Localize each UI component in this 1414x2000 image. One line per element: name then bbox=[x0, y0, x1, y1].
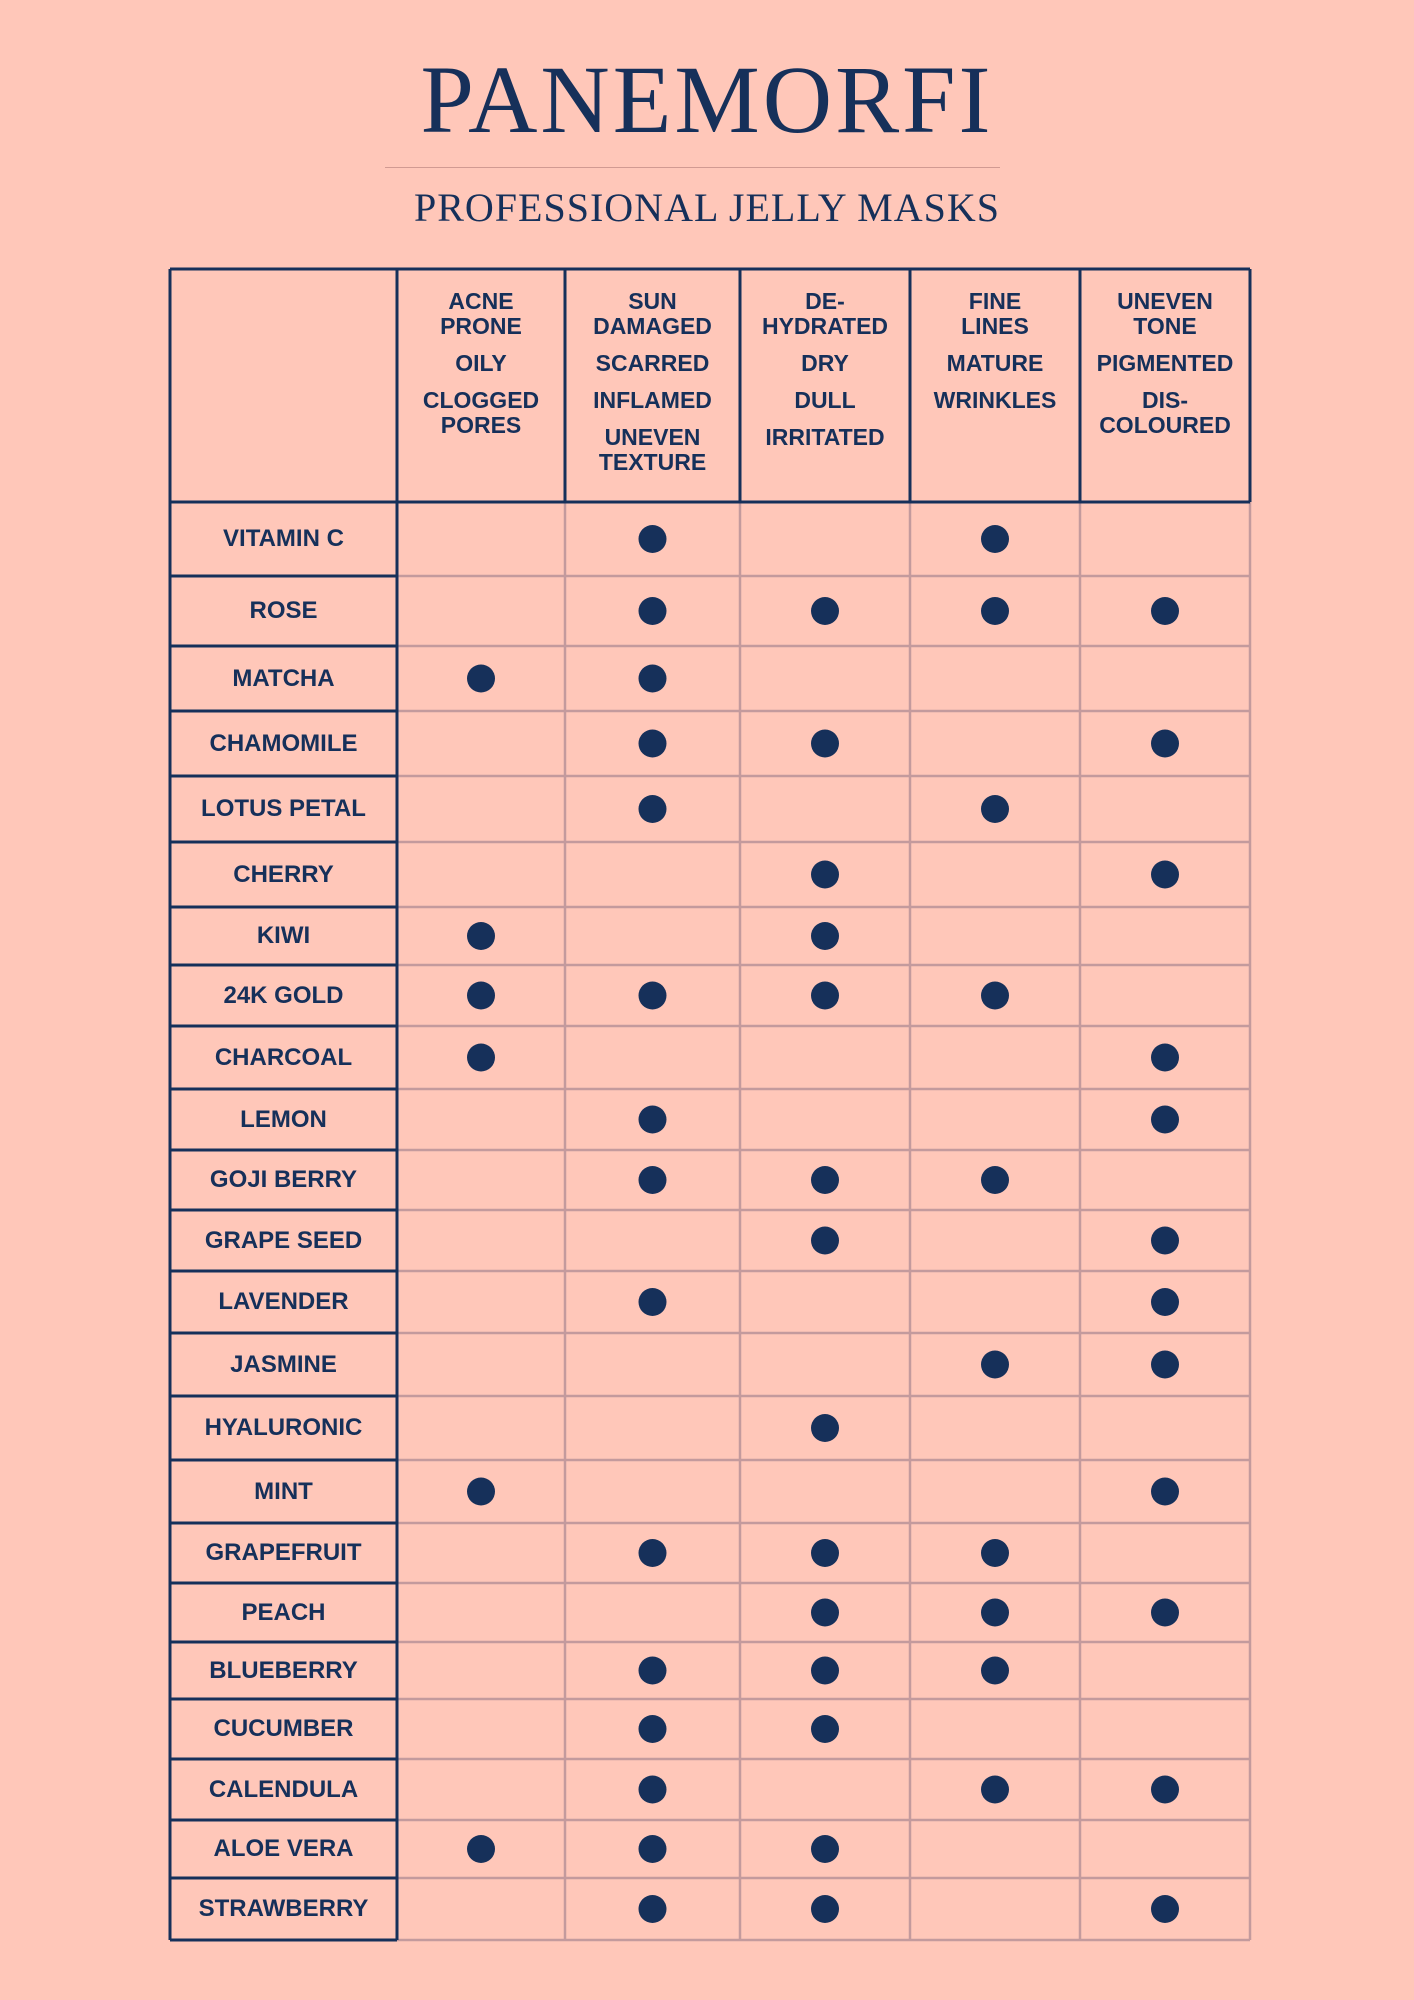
mark-dot bbox=[1151, 1351, 1179, 1379]
column-header-term: UNEVEN TONE bbox=[1117, 288, 1213, 339]
mark-dot bbox=[981, 1539, 1009, 1567]
row-label: CUCUMBER bbox=[213, 1715, 354, 1742]
column-header-fine bbox=[910, 289, 1080, 425]
mark-dot bbox=[981, 525, 1009, 553]
mark-dot bbox=[639, 1776, 667, 1804]
mark-dot bbox=[639, 525, 667, 553]
mark-dot bbox=[1151, 1288, 1179, 1316]
column-header-term: DRY bbox=[801, 350, 849, 376]
mark-dot bbox=[467, 1478, 495, 1506]
row-label: PEACH bbox=[241, 1598, 326, 1626]
mark-dot bbox=[467, 982, 495, 1010]
mark-dot bbox=[811, 1227, 839, 1255]
mark-dot bbox=[639, 1539, 667, 1567]
mark-dot bbox=[639, 1895, 667, 1923]
mark-dot bbox=[639, 1835, 667, 1863]
row-label: ALOE VERA bbox=[213, 1835, 354, 1862]
row-label: ROSE bbox=[249, 597, 318, 624]
column-header-term: PIGMENTED bbox=[1096, 350, 1234, 376]
mark-dot bbox=[811, 1539, 839, 1567]
mark-dot bbox=[467, 1835, 495, 1863]
mark-dot bbox=[639, 597, 667, 625]
row-label: VITAMIN C bbox=[223, 525, 344, 552]
column-header-acne bbox=[397, 289, 565, 450]
column-header-term: SUN DAMAGED bbox=[593, 288, 712, 339]
mark-dot bbox=[1151, 1478, 1179, 1506]
column-header-term: ACNE PRONE bbox=[440, 288, 522, 339]
mark-dot bbox=[811, 1414, 839, 1442]
mark-dot bbox=[981, 1776, 1009, 1804]
row-label: CHARCOAL bbox=[214, 1043, 353, 1071]
row-label: LOTUS PETAL bbox=[201, 795, 366, 822]
column-header-dehydrated bbox=[740, 289, 910, 462]
mark-dot bbox=[639, 1657, 667, 1685]
column-header-term: WRINKLES bbox=[933, 387, 1057, 413]
row-label: STRAWBERRY bbox=[198, 1895, 369, 1922]
mark-dot bbox=[981, 1657, 1009, 1685]
column-header-uneven bbox=[1080, 289, 1250, 450]
mark-dot bbox=[981, 1166, 1009, 1194]
row-label: 24K GOLD bbox=[223, 981, 344, 1009]
mark-dot bbox=[811, 1715, 839, 1743]
mark-dot bbox=[1151, 1227, 1179, 1255]
row-label: HYALURONIC bbox=[204, 1414, 363, 1441]
column-header-term: DE- HYDRATED bbox=[761, 288, 889, 339]
mark-dot bbox=[639, 795, 667, 823]
mark-dot bbox=[811, 1895, 839, 1923]
mark-dot bbox=[467, 665, 495, 693]
mark-dot bbox=[639, 982, 667, 1010]
mark-dot bbox=[639, 1715, 667, 1743]
mark-dot bbox=[467, 1044, 495, 1072]
mark-dot bbox=[1151, 1776, 1179, 1804]
mark-dot bbox=[1151, 1599, 1179, 1627]
row-label: LEMON bbox=[240, 1105, 327, 1133]
row-label: CALENDULA bbox=[208, 1775, 359, 1803]
mark-dot bbox=[467, 922, 495, 950]
row-label: CHERRY bbox=[233, 860, 334, 888]
column-header-term: IRRITATED bbox=[765, 424, 885, 450]
mark-dot bbox=[981, 597, 1009, 625]
mark-dot bbox=[639, 730, 667, 758]
mark-dot bbox=[811, 1166, 839, 1194]
column-header-term: MATURE bbox=[946, 350, 1044, 376]
column-header-sun bbox=[565, 289, 740, 487]
mark-dot bbox=[1151, 597, 1179, 625]
column-header-term: DULL bbox=[794, 387, 856, 413]
mark-dot bbox=[1151, 861, 1179, 889]
column-header-term: UNEVEN TEXTURE bbox=[598, 424, 707, 475]
mark-dot bbox=[1151, 1895, 1179, 1923]
page-subtitle: PROFESSIONAL JELLY MASKS bbox=[413, 185, 1000, 230]
row-label: MATCHA bbox=[232, 664, 335, 692]
row-label: GRAPE SEED bbox=[204, 1226, 363, 1254]
mark-dot bbox=[811, 730, 839, 758]
mask-chart-table bbox=[170, 269, 1250, 1940]
mark-dot bbox=[811, 922, 839, 950]
column-header-term: INFLAMED bbox=[593, 387, 712, 413]
mark-dot bbox=[811, 597, 839, 625]
mark-dot bbox=[1151, 1106, 1179, 1134]
mark-dot bbox=[981, 1351, 1009, 1379]
mark-dot bbox=[981, 1599, 1009, 1627]
mark-dot bbox=[639, 1166, 667, 1194]
mark-dot bbox=[811, 1835, 839, 1863]
mark-dot bbox=[811, 861, 839, 889]
row-label: BLUEBERRY bbox=[209, 1656, 358, 1684]
column-header-term: DIS- COLOURED bbox=[1099, 387, 1231, 438]
column-header-term: OILY bbox=[455, 350, 507, 376]
row-label: CHAMOMILE bbox=[209, 729, 358, 757]
mark-dot bbox=[639, 665, 667, 693]
column-header-term: SCARRED bbox=[595, 350, 710, 376]
mark-dot bbox=[981, 982, 1009, 1010]
mark-dot bbox=[1151, 730, 1179, 758]
column-header-term: CLOGGED PORES bbox=[422, 387, 540, 438]
row-label: LAVENDER bbox=[218, 1288, 349, 1315]
row-label: MINT bbox=[254, 1477, 313, 1505]
brand-title: PANEMORFI bbox=[420, 46, 994, 153]
mark-dot bbox=[981, 795, 1009, 823]
mark-dot bbox=[639, 1288, 667, 1316]
row-label: GRAPEFRUIT bbox=[205, 1539, 362, 1566]
mark-dot bbox=[811, 1599, 839, 1627]
mark-dot bbox=[1151, 1044, 1179, 1072]
mark-dot bbox=[811, 982, 839, 1010]
column-header-term: FINE LINES bbox=[961, 288, 1029, 339]
mark-dot bbox=[639, 1106, 667, 1134]
row-label: JASMINE bbox=[230, 1350, 337, 1378]
mark-dot bbox=[811, 1657, 839, 1685]
row-label: KIWI bbox=[256, 922, 311, 949]
row-label: GOJI BERRY bbox=[209, 1166, 358, 1193]
title-divider bbox=[385, 167, 1000, 168]
